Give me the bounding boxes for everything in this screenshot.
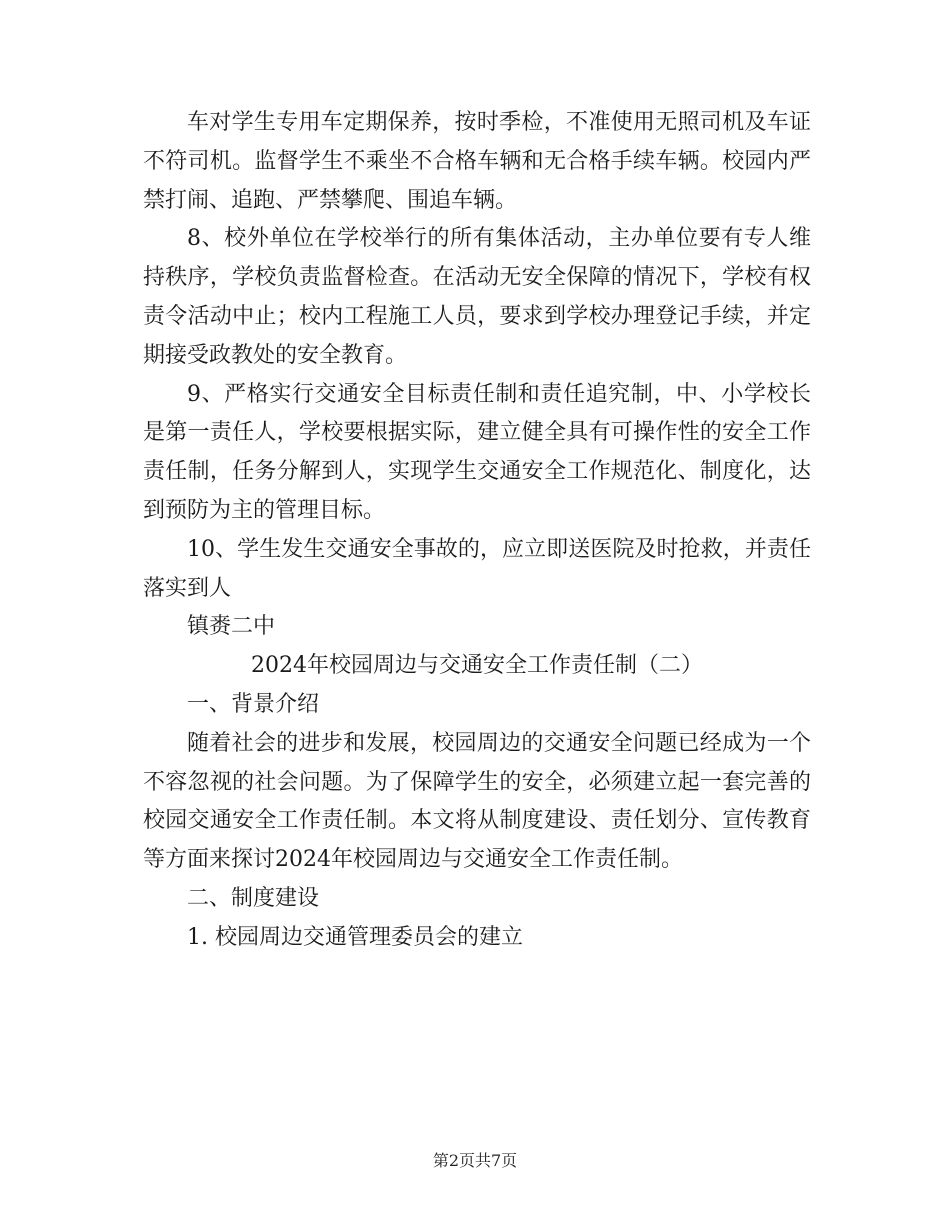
- section-heading-background: 一、背景介绍: [187, 691, 320, 717]
- paragraph-item-10: 10、学生发生交通安全事故的，应立即送医院及时抢救，并责任落实到人: [143, 536, 811, 601]
- document-title: 2024年校园周边与交通安全工作责任制（二）: [251, 653, 703, 679]
- document-body: [143, 104, 811, 958]
- list-item-committee: 1. 校园周边交通管理委员会的建立: [187, 924, 523, 950]
- paragraph-item-9: 9、严格实行交通安全目标责任制和责任追究制，中、小学校长是第一责任人，学校要根据实际，建立健全具有可操作性的安全工作责任制，任务分解到人，实现学生交通安全工作规范化、制度化，达到预防为主的管理目标。: [143, 381, 811, 523]
- paragraph-vehicle-maintenance: 车对学生专用车定期保养，按时季检，不准使用无照司机及车证不符司机。监督学生不乘坐不合格车辆和无合格手续车辆。校园内严禁打闹、追跑、严禁攀爬、围追车辆。: [143, 110, 811, 213]
- section-heading-system-building: 二、制度建设: [187, 885, 320, 911]
- signature-school: 镇赉二中: [187, 614, 276, 640]
- paragraph-item-8: 8、校外单位在学校举行的所有集体活动，主办单位要有专人维持秩序，学校负责监督检查。在活动无安全保障的情况下，学校有权责令活动中止；校内工程施工人员，要求到学校办理登记手续，并定期接受政教处的安全教育。: [143, 226, 811, 368]
- paragraph-background: 随着社会的进步和发展，校园周边的交通安全问题已经成为一个不容忽视的社会问题。为了保障学生的安全，必须建立起一套完善的校园交通安全工作责任制。本文将从制度建设、责任划分、宣传教育等方面来探讨2024年校园周边与交通安全工作责任制。: [143, 730, 811, 873]
- page-number-footer: 第2页共7页: [432, 1151, 518, 1170]
